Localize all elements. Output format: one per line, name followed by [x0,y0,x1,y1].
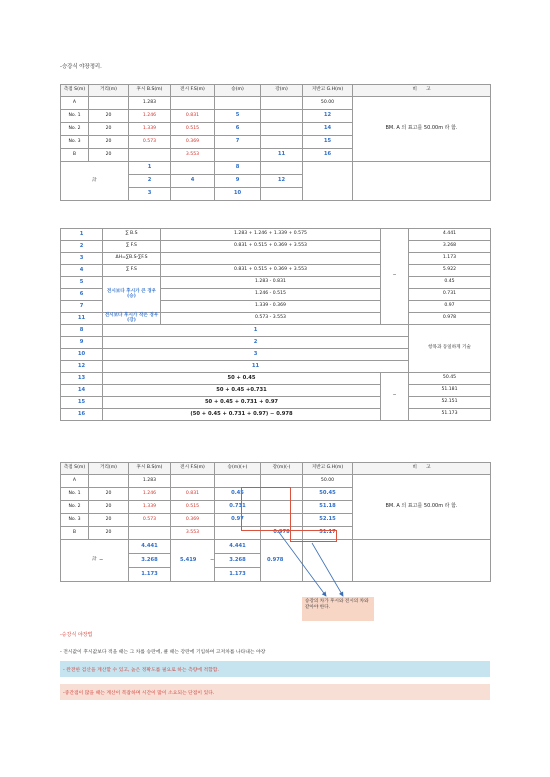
distance-cell: 20 [89,149,129,162]
item-formula: 1.246 - 0.515 [161,289,381,301]
item-label: ΔH=∑B.S-∑F.S [103,253,161,265]
header-cell: 비 고 [353,85,491,97]
item-value: 51.181 [409,385,491,397]
item-formula: 0.573 - 3.553 [161,313,381,325]
header-cell: 전시 F.S(m) [171,463,215,475]
item-value: 4.441 [409,229,491,241]
header-cell: 비 고 [353,463,491,475]
bs-sum-bottom: 1.173 [129,568,171,582]
down-sum-value: 0.978 [267,556,284,563]
header-cell: 거리(m) [89,85,129,97]
item-number: 3 [61,253,103,265]
item-number: 14 [61,385,103,397]
bs-cell: 1.246 [129,110,171,123]
sum-cell: 3 [129,188,171,201]
item-number: 8 [61,325,103,337]
bs-cell: 1.339 [129,123,171,136]
bs-sum-mid: 3.268 [141,556,158,563]
item-number: 9 [61,337,103,349]
up-cell: 0.45 [215,488,261,501]
item-number: 13 [61,373,103,385]
up-cell: 0.731 [215,501,261,514]
sum-cell: 10 [215,188,261,201]
item-formula: 1.339 - 0.369 [161,301,381,313]
up-cell: 0.97 [215,514,261,527]
item-number: 11 [61,313,103,325]
section2-title: -승강식 야장법 [60,632,93,638]
item-value: 0.97 [409,301,491,313]
item-formula: 50 + 0.45 + 0.731 + 0.97 [103,397,381,409]
section1-title: -승강식 야장정리. [60,64,102,70]
down-cell: 11 [261,149,303,162]
item-number: 6 [61,289,103,301]
bs-sum: 4.441 [129,540,171,554]
sum-label: 計 [61,540,129,582]
minus-sign: − [99,556,104,563]
item-formula: 11 [103,361,409,373]
item-formula: 0.831 + 0.515 + 0.369 + 3.553 [161,241,381,253]
item-value: 50.45 [409,373,491,385]
up-cell: 7 [215,136,261,149]
bs-cell: 1.283 [129,475,171,488]
item-formula: 0.831 + 0.515 + 0.369 + 3.553 [161,265,381,277]
down-cell: 0.978 [261,527,303,540]
item-formula: 50 + 0.45 +0.731 [103,385,381,397]
item-value: 0.978 [409,313,491,325]
item-formula: 1.283 - 0.831 [161,277,381,289]
station-cell: No. 3 [61,514,89,527]
sum-cell: 4 [171,175,215,188]
header-cell: 전시 F.S(m) [171,85,215,97]
item-formula: (50 + 0.45 + 0.731 + 0.97) − 0.978 [103,409,381,421]
distance-cell: 20 [89,488,129,501]
bs-cell: 0.573 [129,136,171,149]
group-up-label: 전시보다 후시가 큰 경우(승) [103,277,161,313]
remark-cell: BM. A 의 표고를 50.00m 라 함. [353,475,491,540]
distance-cell: 20 [89,514,129,527]
item-number: 1 [61,229,103,241]
item-value: 3.268 [409,241,491,253]
sum-cell: 1 [129,162,171,175]
item-formula: 1.283 + 1.246 + 1.339 + 0.575 [161,229,381,241]
station-cell: B [61,149,89,162]
sum-cell: 9 [215,175,261,188]
header-cell: 후시 B.S(m) [129,463,171,475]
header-cell: 승(m)(+) [215,463,261,475]
same-note: 항목과 동일하게 기술 [409,325,491,373]
gh-cell: 51.17 [303,527,353,540]
arrow-icon [312,543,343,596]
header-cell: 측점 S(m) [61,85,89,97]
header-cell: 강(m)(-) [261,463,303,475]
fs-cell: 0.369 [171,136,215,149]
header-cell: 지반고 G.H(m) [303,463,353,475]
bs-cell: 1.246 [129,488,171,501]
bullet-2: - 완전한 검산을 계산할 수 있고, 높은 정확도를 필요로 하는 측량에 적합함. [60,661,490,677]
station-cell: A [61,475,89,488]
item-label: ∑ F.S [103,241,161,253]
distance-cell: 20 [89,136,129,149]
item-number: 7 [61,301,103,313]
item-formula: 1 [103,325,409,337]
arrow-icon [278,531,326,596]
distance-cell: 20 [89,501,129,514]
bullet-1: - 전시값이 후시값보다 적을 때는 그 차를 승란에, 클 때는 강란에 기입하여 고저차를 나타내는 야장 [60,650,266,655]
header-cell: 승(m) [215,85,261,97]
item-number: 15 [61,397,103,409]
header-cell: 강(m) [261,85,303,97]
fs-cell: 0.369 [171,514,215,527]
gh-cell: 51.18 [303,501,353,514]
item-number: 2 [61,241,103,253]
up-cell: 5 [215,110,261,123]
bs-cell: 1.283 [129,97,171,110]
sum-cell: 12 [261,175,303,188]
item-value: 0.45 [409,277,491,289]
item-value: 0.731 [409,289,491,301]
header-cell: 거리(m) [89,463,129,475]
fs-cell: 0.515 [171,123,215,136]
gh-cell: 12 [303,110,353,123]
remark-cell: BM. A 의 표고를 50.00m 라 함. [353,97,491,162]
bs-cell: 1.339 [129,501,171,514]
fs-cell: 0.515 [171,501,215,514]
header-cell: 측점 S(m) [61,463,89,475]
station-cell: No. 1 [61,488,89,501]
gh-cell: 16 [303,149,353,162]
item-value: 5.922 [409,265,491,277]
up-cell: 6 [215,123,261,136]
station-cell: No. 2 [61,501,89,514]
distance-cell: 20 [89,527,129,540]
gh-cell: 50.00 [303,475,353,488]
bullet-3: -중간점이 많을 때는 계산이 복잡하며 시간이 많이 소요되는 단점이 있다. [60,684,490,700]
item-label: ∑ B.S [103,229,161,241]
item-number: 4 [61,265,103,277]
group-down-label: 전시보다 후시가 작은 경우(강) [103,313,161,325]
item-formula: 50 + 0.45 [103,373,381,385]
up-sum: 4.441 [215,540,261,554]
up-sum-mid: 3.268 [229,556,246,563]
fs-cell: 0.831 [171,110,215,123]
item-formula: 2 [103,337,409,349]
dash-cell: − [381,373,409,421]
station-cell: B [61,527,89,540]
item-number: 5 [61,277,103,289]
gh-cell: 50.00 [303,97,353,110]
bs-cell: 0.573 [129,514,171,527]
gh-cell: 52.15 [303,514,353,527]
gh-cell: 14 [303,123,353,136]
up-sum-bottom: 1.173 [215,568,261,582]
item-formula: 3 [103,349,409,361]
item-value: 52.151 [409,397,491,409]
station-cell: No. 2 [61,123,89,136]
sum-cell: 2 [129,175,171,188]
distance-cell: 20 [89,123,129,136]
fs-cell: 3.553 [171,527,215,540]
minus-sign: − [210,556,215,563]
station-cell: No. 3 [61,136,89,149]
header-cell: 지반고 G.H(m) [303,85,353,97]
item-value: 1.173 [409,253,491,265]
callout-box: 승강의 차가 후시와 전시의 차와 같아야 한다. [302,597,374,621]
dash-cell: − [381,229,409,325]
station-cell: A [61,97,89,110]
item-value: 51.173 [409,409,491,421]
distance-cell: 20 [89,110,129,123]
item-number: 10 [61,349,103,361]
gh-cell: 50.45 [303,488,353,501]
header-cell: 후시 B.S(m) [129,85,171,97]
gh-cell: 15 [303,136,353,149]
item-label: ∑ F.S [103,265,161,277]
item-number: 16 [61,409,103,421]
item-number: 12 [61,361,103,373]
fs-sum-value: 5.419 [180,556,197,563]
fs-cell: 3.553 [171,149,215,162]
sum-label: 計 [61,162,129,201]
sum-cell: 8 [215,162,261,175]
station-cell: No. 1 [61,110,89,123]
fs-cell: 0.831 [171,488,215,501]
